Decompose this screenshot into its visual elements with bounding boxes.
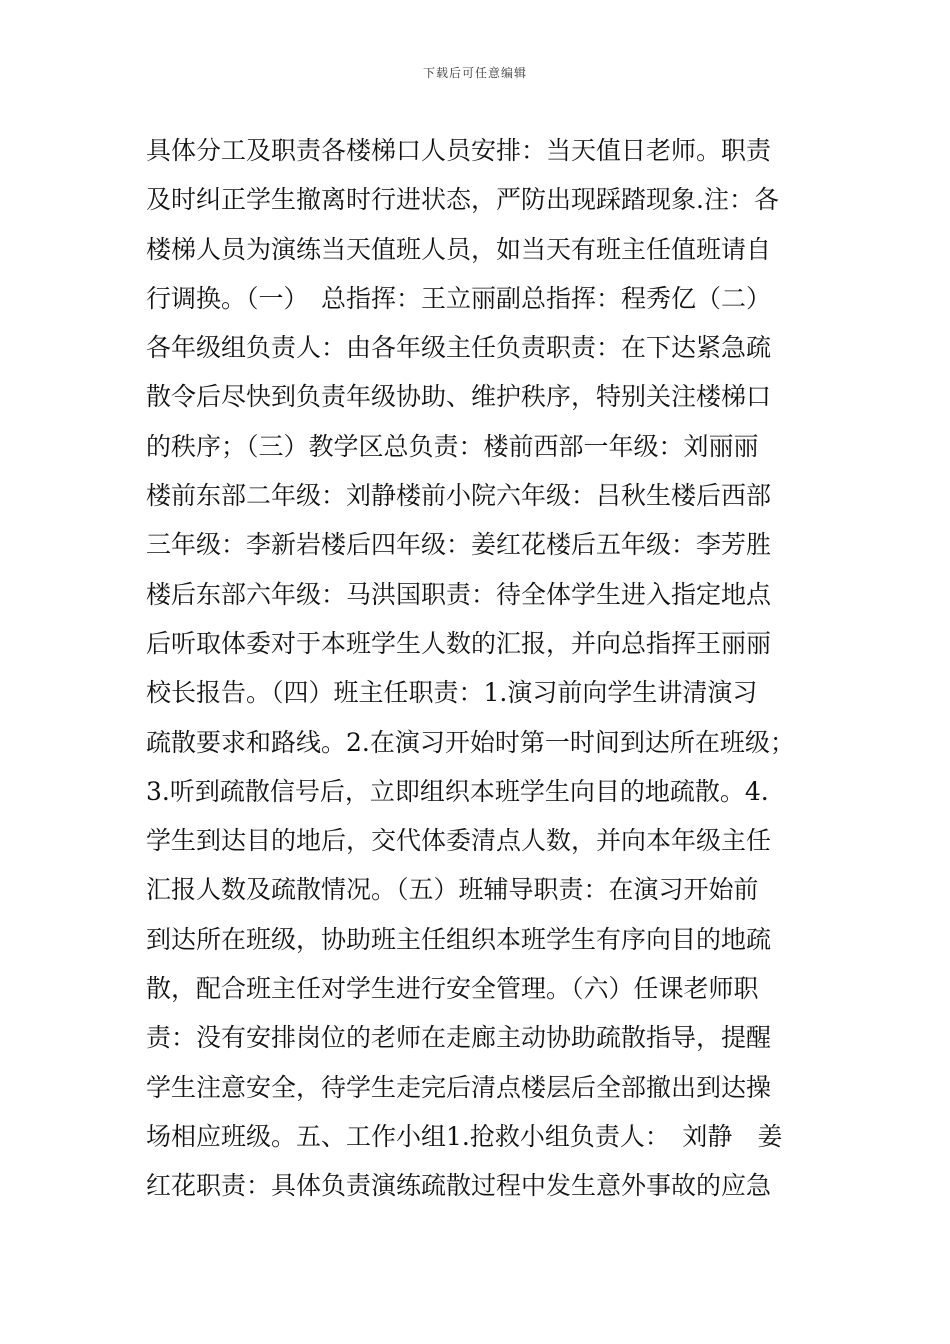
text-line: 学生注意安全，待学生走完后清点楼层后全部撤出到达操: [146, 1072, 772, 1102]
text-line: 责：没有安排岗位的老师在走廊主动协助疏散指导，提醒: [146, 1023, 772, 1053]
text-line: 校长报告。（四）班主任职责：1.演习前向学生讲清演习: [146, 678, 758, 708]
text-line: 楼梯人员为演练当天值班人员，如当天有班主任值班请自: [146, 234, 772, 264]
text-line: 楼前东部二年级：刘静楼前小院六年级：吕秋生楼后西部: [146, 481, 772, 511]
text-line: 具体分工及职责各楼梯口人员安排：当天值日老师。职责: [146, 136, 772, 165]
text-line: 行调换。（一） 总指挥：王立丽副总指挥：程秀亿（二）: [146, 283, 772, 313]
text-line: 三年级：李新岩楼后四年级：姜红花楼后五年级：李芳胜: [146, 530, 772, 560]
body-text: [146, 126, 826, 1211]
text-line: 疏散要求和路线。2.在演习开始时第一时间到达所在班级；: [146, 727, 795, 757]
text-line: 3.听到疏散信号后，立即组织本班学生向目的地疏散。4.: [146, 776, 769, 806]
text-line: 到达所在班级，协助班主任组织本班学生有序向目的地疏: [146, 924, 772, 954]
text-line: 红花职责：具体负责演练疏散过程中发生意外事故的应急: [146, 1171, 772, 1201]
text-line: 各年级组负责人：由各年级主任负责职责：在下达紧急疏: [146, 333, 772, 363]
text-line: 场相应班级。五、工作小组1.抢救小组负责人： 刘静 姜: [146, 1121, 783, 1151]
text-line: 散，配合班主任对学生进行安全管理。（六）任课老师职: [146, 974, 759, 1004]
text-line: 楼后东部六年级：马洪国职责：待全体学生进入指定地点: [146, 579, 772, 609]
text-line: 后听取体委对于本班学生人数的汇报，并向总指挥王丽丽: [146, 628, 772, 658]
text-line: 及时纠正学生撤离时行进状态，严防出现踩踏现象.注：各: [146, 185, 779, 215]
page-header: 下载后可任意编辑: [422, 66, 527, 80]
text-line: 汇报人数及疏散情况。（五）班辅导职责：在演习开始前: [146, 875, 759, 905]
text-line: 学生到达目的地后，交代体委清点人数，并向本年级主任: [146, 826, 772, 856]
text-line: 散令后尽快到负责年级协助、维护秩序，特别关注楼梯口: [146, 382, 772, 412]
text-line: 的秩序；（三）教学区总负责：楼前西部一年级：刘丽丽: [146, 431, 759, 461]
